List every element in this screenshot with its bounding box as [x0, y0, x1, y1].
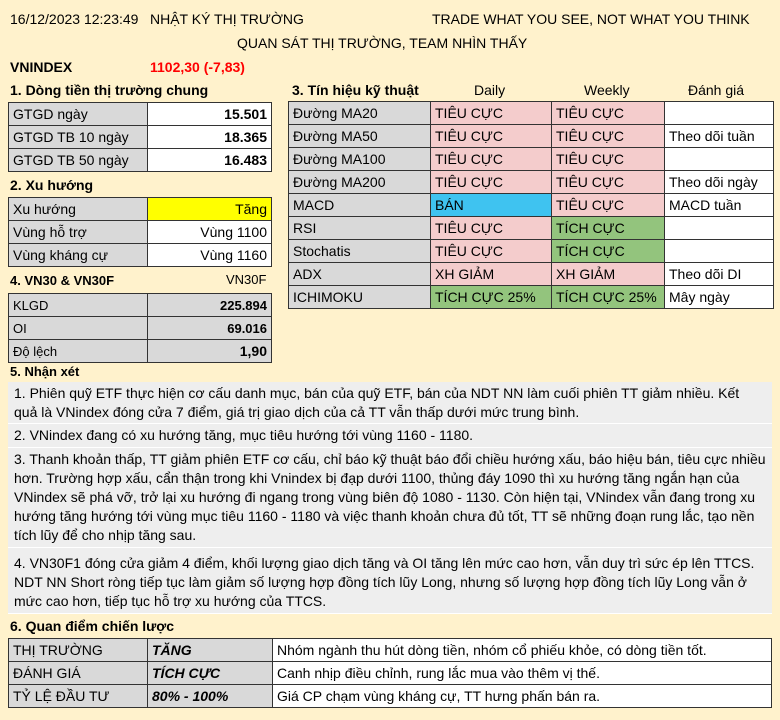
- signal-name: Stochatis: [289, 240, 431, 263]
- table-row: [9, 221, 272, 244]
- resistance-value: Vùng 1160: [148, 244, 272, 267]
- signal-eval: [665, 102, 774, 125]
- table-row: [9, 244, 272, 267]
- cashflow-label: GTGD TB 50 ngày: [9, 149, 148, 172]
- resistance-label: Vùng kháng cự: [9, 244, 148, 267]
- strategy-section-title: 6. Quan điểm chiến lược: [10, 618, 175, 634]
- signal-daily: TIÊU CỰC: [431, 217, 552, 240]
- signal-eval: Mây ngày: [665, 286, 774, 309]
- oi-label: OI: [9, 317, 148, 340]
- table-row: [9, 317, 272, 340]
- cashflow-table: [8, 102, 272, 172]
- table-row: [9, 685, 772, 708]
- signal-name: ADX: [289, 263, 431, 286]
- trend-label: Xu hướng: [9, 198, 148, 221]
- cashflow-value: 18.365: [148, 126, 272, 149]
- signal-weekly: TIÊU CỰC: [552, 125, 665, 148]
- signal-daily: XH GIẢM: [431, 263, 552, 286]
- signal-weekly: TIÊU CỰC: [552, 171, 665, 194]
- strategy-table: [8, 638, 772, 708]
- signal-daily: TIÊU CỰC: [431, 171, 552, 194]
- table-row: [9, 126, 272, 149]
- signal-weekly: XH GIẢM: [552, 263, 665, 286]
- report-motto: TRADE WHAT YOU SEE, NOT WHAT YOU THINK: [432, 11, 750, 27]
- comment-item: 4. VN30F1 đóng cửa giảm 4 điểm, khối lượng giao dịch tăng và OI tăng lên mức cao hơn, vẫn duy trì sức ép lên TTCS. NDT NN Short ròng tiếp tục làm giảm số lượng hợp đồng tích lũy Long, nhưng số lượng hợp đồng tích lũy Long vẫn ở mức cao hơn, tiếp tục hỗ trợ xu hướng của TTCS.: [8, 548, 772, 614]
- index-value: 1102,30 (-7,83): [150, 59, 245, 75]
- cashflow-value: 15.501: [148, 103, 272, 126]
- trend-value: Tăng: [148, 198, 272, 221]
- klgd-value: 225.894: [148, 294, 272, 317]
- vn30-table: [8, 293, 272, 363]
- signal-daily: TÍCH CỰC 25%: [431, 286, 552, 309]
- signal-name: Đường MA100: [289, 148, 431, 171]
- signal-name: Đường MA50: [289, 125, 431, 148]
- signal-daily: TIÊU CỰC: [431, 125, 552, 148]
- table-row: [9, 662, 772, 685]
- signals-section-title: 3. Tín hiệu kỹ thuật: [292, 82, 419, 98]
- vn30-section-title: 4. VN30 & VN30F: [10, 273, 115, 288]
- comments-section-title: 5. Nhận xét: [10, 364, 80, 379]
- strategy-note: Giá CP chạm vùng kháng cự, TT hưng phấn bán ra.: [273, 685, 772, 708]
- deviation-value: 1,90: [148, 340, 272, 363]
- cashflow-section-title: 1. Dòng tiền thị trường chung: [10, 82, 209, 98]
- strategy-value: TÍCH CỰC: [148, 662, 273, 685]
- deviation-label: Độ lệch: [9, 340, 148, 363]
- strategy-value: TĂNG: [148, 639, 273, 662]
- strategy-note: Nhóm ngành thu hút dòng tiền, nhóm cổ phiếu khỏe, có dòng tiền tốt.: [273, 639, 772, 662]
- signal-weekly: TIÊU CỰC: [552, 194, 665, 217]
- table-row: [9, 340, 272, 363]
- klgd-label: KLGD: [9, 294, 148, 317]
- signal-name: Đường MA200: [289, 171, 431, 194]
- comments-list: [8, 382, 772, 614]
- signal-daily: TIÊU CỰC: [431, 240, 552, 263]
- cashflow-value: 16.483: [148, 149, 272, 172]
- signal-weekly: TIÊU CỰC: [552, 102, 665, 125]
- oi-value: 69.016: [148, 317, 272, 340]
- signal-name: ICHIMOKU: [289, 286, 431, 309]
- cashflow-label: GTGD ngày: [9, 103, 148, 126]
- signal-eval: Theo dõi tuần: [665, 125, 774, 148]
- signal-eval: [665, 148, 774, 171]
- table-row: [9, 639, 772, 662]
- table-row: [9, 103, 272, 126]
- table-row: [289, 263, 774, 286]
- table-row: [289, 102, 774, 125]
- table-row: [289, 171, 774, 194]
- col-eval-header: Đánh giá: [688, 82, 745, 98]
- comment-item: 1. Phiên quỹ ETF thực hiện cơ cấu danh mục, bán của quỹ ETF, bán của NDT NN làm cuối phiên TT giảm nhiều. Kết quả là VNindex đóng cửa 7 điểm, giá trị giao dịch của cả TT vẫn thấp dưới mức trung bình.: [8, 382, 772, 424]
- trend-table: [8, 197, 272, 267]
- signal-daily: TIÊU CỰC: [431, 148, 552, 171]
- table-row: [9, 198, 272, 221]
- signal-eval: Theo dõi ngày: [665, 171, 774, 194]
- signal-eval: [665, 217, 774, 240]
- signal-weekly: TIÊU CỰC: [552, 148, 665, 171]
- table-row: [289, 240, 774, 263]
- signal-weekly: TÍCH CỰC 25%: [552, 286, 665, 309]
- comment-item: 3. Thanh khoản thấp, TT giảm phiên ETF cơ cấu, chỉ báo kỹ thuật báo đổi chiều hướng xấu, báo hiệu bán, tiêu cực nhiều hơn. Trường hợp xấu, cẩn thận trong khi Vnindex bị đạp dưới 1100, thủng đáy 1090 thì xu hướng tăng ngắn hạn của VNindex sẽ phá vỡ, trở lại xu hướng đi ngang trong vùng biên độ 1080 - 1130. Còn hiện tại, VNindex vẫn đang trong xu hướng tăng hướng tới vùng mục tiêu 1160 - 1180 và việc thanh khoản chưa đủ tốt, TT sẽ những đoạn rung lắc, tạo nền tích lũy để cho nhịp tăng sau.: [8, 448, 772, 548]
- strategy-label: ĐÁNH GIÁ: [9, 662, 148, 685]
- table-row: [289, 286, 774, 309]
- table-row: [289, 194, 774, 217]
- strategy-label: THỊ TRƯỜNG: [9, 639, 148, 662]
- signal-eval: [665, 240, 774, 263]
- vn30f-tag: VN30F: [226, 272, 267, 287]
- trend-section-title: 2. Xu hướng: [10, 177, 94, 193]
- signal-weekly: TÍCH CỰC: [552, 217, 665, 240]
- signal-eval: MACD tuần: [665, 194, 774, 217]
- index-name: VNINDEX: [10, 59, 73, 75]
- report-datetime: 16/12/2023 12:23:49: [10, 11, 139, 27]
- col-daily-header: Daily: [474, 82, 506, 98]
- report-subtitle: QUAN SÁT THỊ TRƯỜNG, TEAM NHÌN THẤY: [237, 35, 528, 51]
- report-title: NHẬT KÝ THỊ TRƯỜNG: [150, 11, 304, 27]
- signal-daily: BÁN: [431, 194, 552, 217]
- strategy-note: Canh nhịp điều chỉnh, rung lắc mua vào thêm vị thế.: [273, 662, 772, 685]
- col-weekly-header: Weekly: [584, 82, 630, 98]
- strategy-label: TỶ LỆ ĐẦU TƯ: [9, 685, 148, 708]
- table-row: [289, 217, 774, 240]
- signal-weekly: TÍCH CỰC: [552, 240, 665, 263]
- table-row: [289, 125, 774, 148]
- signal-eval: Theo dõi DI: [665, 263, 774, 286]
- comment-item: 2. VNindex đang có xu hướng tăng, mục tiêu hướng tới vùng 1160 - 1180.: [8, 424, 772, 448]
- signal-name: RSI: [289, 217, 431, 240]
- signal-name: MACD: [289, 194, 431, 217]
- strategy-value: 80% - 100%: [148, 685, 273, 708]
- table-row: [9, 294, 272, 317]
- signal-daily: TIÊU CỰC: [431, 102, 552, 125]
- table-row: [9, 149, 272, 172]
- signal-name: Đường MA20: [289, 102, 431, 125]
- cashflow-label: GTGD TB 10 ngày: [9, 126, 148, 149]
- support-label: Vùng hỗ trợ: [9, 221, 148, 244]
- table-row: [289, 148, 774, 171]
- signals-table: [288, 101, 774, 309]
- support-value: Vùng 1100: [148, 221, 272, 244]
